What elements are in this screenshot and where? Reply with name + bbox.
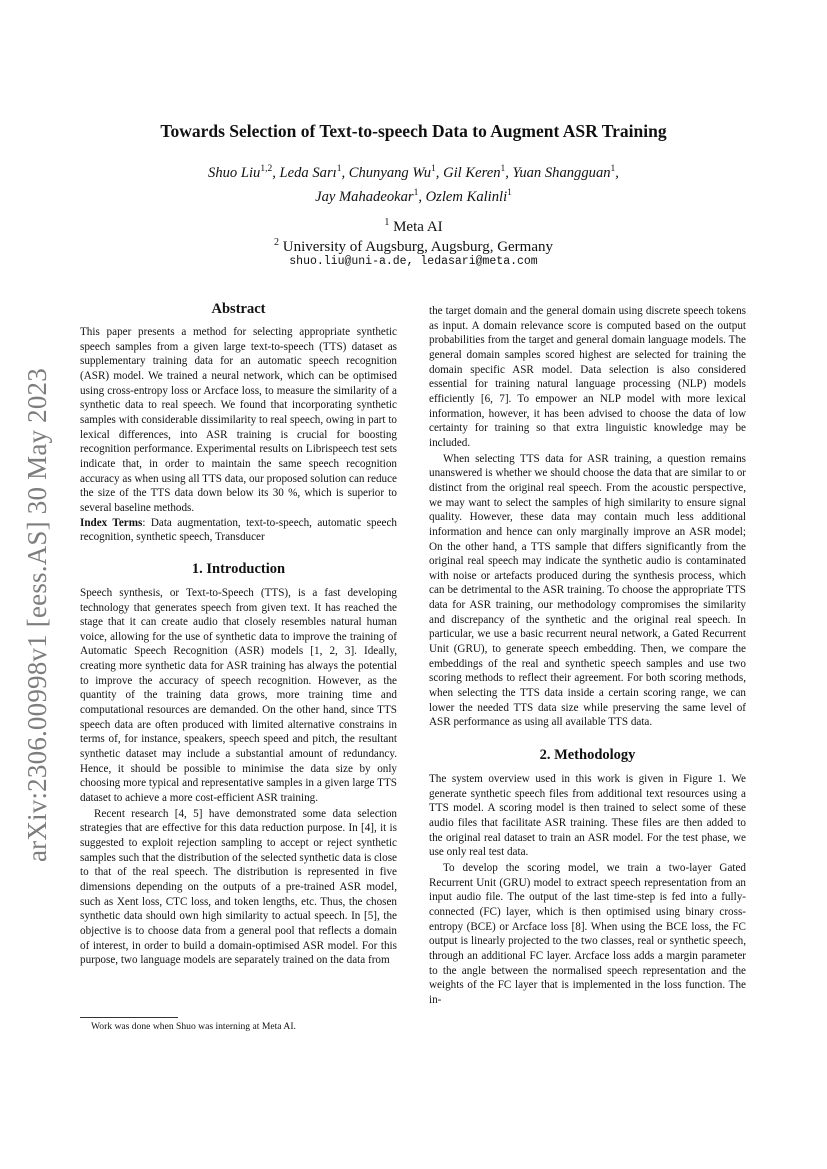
affiliation: $^2$ University of Augsburg, Augsburg, Germany [273,237,553,255]
author-list: Shuo Liu$^{1,2}$, Leda Sarı$^1$, Chunyang Wu$^1$, Gil Keren$^1$, Yuan Shangguan$^1$, Jay Mahadeokar$^1$, Ozlem Kalinli$^1$ [208,164,619,205]
paper-title: Towards Selection of Text-to-speech Data to Augment ASR Training [160,121,667,141]
paragraph: Speech synthesis, or Text-to-Speech (TTS), is a fast developing technology that generates speech from given text. It has reached the stage that it can create audio that closely resembles natural human voice, allowing for the use of synthetic data to improve the training of Automatic Speech Recognition (ASR) models [1, 2, 3]. Ideally, creating more synthetic data for ASR training has always the potential to improve the accuracy of speech recognition. However, as the quantity of the training data grows, more training time and computational resources are demanded. On the other hand, since TTS speech data are often produced with limited alternative constrains in terms of, for instance, speakers, speech speed and pitch, the resultant synthetic dataset may include a substantial amount of redundancy. Hence, it should be possible to minimise the data size by only choosing more typical and representative samples in a given large TTS dataset to achieve a more cost-efficient ASR training. [80,586,397,805]
author-emails: shuo.liu@uni-a.de, ledasari@meta.com [289,255,538,268]
author: Gil Keren [443,164,501,181]
author: Yuan Shangguan [512,164,611,181]
author: Shuo Liu [208,164,261,181]
arxiv-watermark: arXiv:2306.00998v1 [eess.AS] 30 May 2023 [22,368,52,862]
paragraph: The system overview used in this work is given in Figure 1. We generate synthetic speech files from additional text resources using a TTS model. A scoring model is then trained to select some of these audio files that facilitate ASR training. These files are then added to the original real dataset to train an ASR model. For the test phase, we use only real test data. [429,773,746,859]
paragraph: When selecting TTS data for ASR training, a question remains unanswered is whether we should choose the data that are similar to or distinct from the original real speech. From the acoustic perspective, we may want to select the samples of high similarity to ensure signal quality. However, these data may contain much less additional information and hence can only marginally improve an ASR model; On the other hand, a TTS sample that differs significantly from the original real speech may indicate the synthetic audio is contaminated with noise or artefacts produced during the synthesis process, which can be detrimental to the ASR training. To choose the appropriate TTS data for ASR training, our methodology compromises the similarity and discrepancy of the synthetic and the original real speech. In particular, we use a basic recurrent neural network, a Gated Recurrent Unit (GRU), to generate speech embedding. Then, we compare the embeddings of the real and synthetic speech samples and use two scoring methods to reflect their agreement. For both scoring methods, when selecting the TTS data inside a certain scoring range, we can lower the needed TTS data size while preserving the same level of ASR performance as using all available TTS data. [429,452,746,729]
index-terms: Index Terms: Data augmentation, text-to-speech, automatic speech recognition, synthetic speech, Transducer [80,516,397,544]
section-heading-methodology: 2. Methodology [539,747,636,764]
footnote-rule [80,1017,178,1018]
author: Ozlem Kalinli [425,188,508,205]
footnote: Work was done when Shuo was interning at Meta AI. [91,1021,296,1032]
left-column [80,299,397,968]
author: Leda Sarı [279,164,337,181]
section-heading-introduction: 1. Introduction [191,560,286,577]
author: Jay Mahadeokar [315,188,414,205]
affiliation: $^1$ Meta AI [384,217,443,235]
right-column [429,304,746,1008]
author: Chunyang Wu [348,164,432,181]
paragraph: To develop the scoring model, we train a two-layer Gated Recurrent Unit (GRU) model to extract speech representation from an input audio file. The output of the last time-step is fed into a fully-connected (FC) layer, which is then optimised using binary cross-entropy (BCE) or Arcface loss [8]. When using the BCE loss, the FC output is linearly projected to the two classes, real or synthetic speech, through an additional FC layer. Arcface loss adds a margin parameter to the angle between the normalised speech representation and the weights of the FC layer that is implemented in the loss function. The in- [429,861,746,1006]
abstract-body: This paper presents a method for selecting appropriate synthetic speech samples from a given large text-to-speech (TTS) dataset as supplementary training data for an automatic speech recognition (ASR) model. We trained a neural network, which can be optimised using cross-entropy loss or Arcface loss, to measure the similarity of a synthetic data to real speech. We found that incorporating synthetic samples with considerable dissimilarity to real speech, owing in part to lexical differences, into ASR training is crucial for boosting recognition performance. Experimental results on Librispeech test sets indicate that, in order to maintain the same speech recognition accuracy as when using all TTS data, our proposed solution can reduce the size of the TTS data down below its 30 %, which is superior to several baseline methods. [80,326,397,514]
paragraph: the target domain and the general domain using discrete speech tokens as input. A domain relevance score is computed based on the output probabilities from the target and general domain language models. The general domain samples scored highest are selected for training the domain specific ASR model. Data selection is also considered essential for training natural language processing (NLP) models efficiently [6, 7]. To empower an NLP model with more lexical information, however, it has been advised to choose the data of low certainty for training so that extra linguistic knowledge may be included. [429,305,746,449]
paragraph: Recent research [4, 5] have demonstrated some data selection strategies that are effective for this data reduction purpose. In [4], it is suggested to exploit rejection sampling to accept or reject synthetic samples such that the distribution of the selected synthetic data is close to that of the real speech. The distribution is represented in five dimensions depending on the outputs of a pre-trained ASR model, such as Xent loss, CTC loss, and token lengths, etc. Thus, the chosen synthetic data should own high similarity to actual speech. In [5], the objective is to choose data from a general pool that reflects a domain of interest, in order to build a domain-optimised ASR model. For this purpose, two language models are separately trained on the data from [80,807,397,967]
abstract-heading: Abstract [211,301,266,317]
